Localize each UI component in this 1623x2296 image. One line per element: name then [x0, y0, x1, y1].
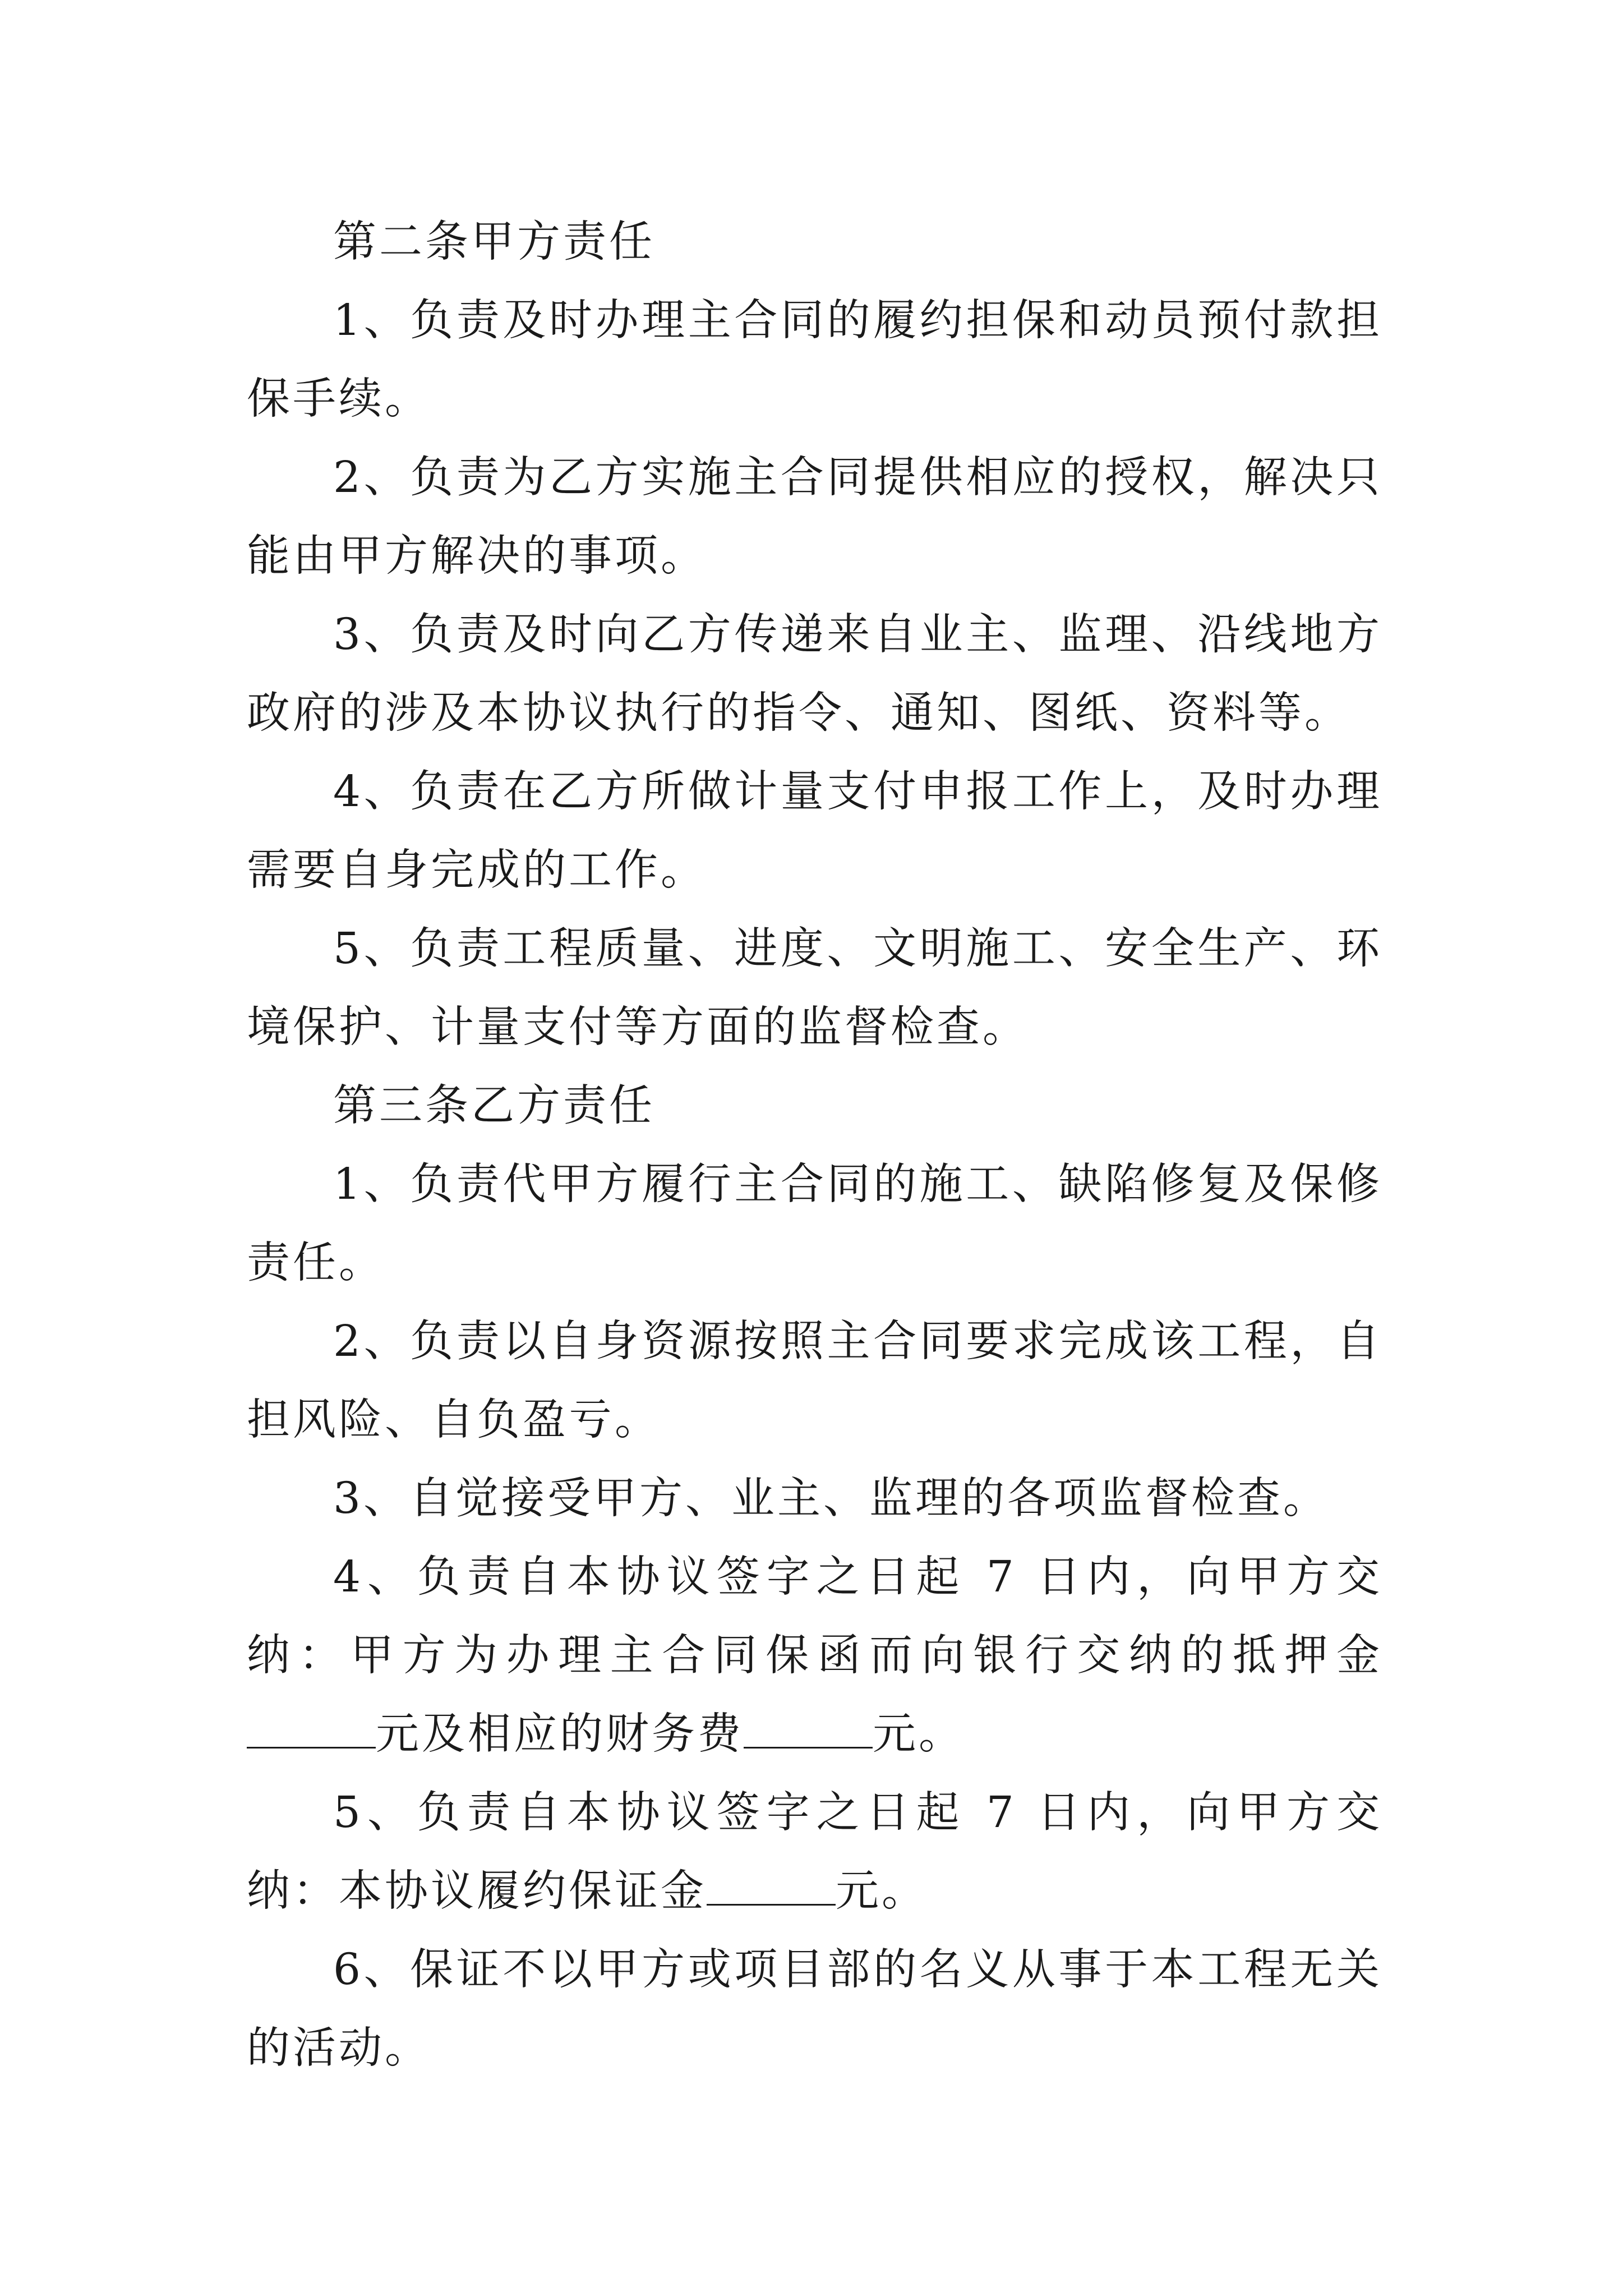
- paragraph-text: 5、负责自本协议签字之日起 7 日内，向甲方交纳：本协议履约保证金: [247, 1788, 1382, 1916]
- paragraph: 3、自觉接受甲方、业主、监理的各项监督检查。: [333, 1474, 1329, 1524]
- paragraph-text: 元。: [836, 1866, 928, 1916]
- fill-blank: [744, 1713, 873, 1749]
- section-heading-party-b: 第三条乙方责任: [333, 1081, 655, 1131]
- paragraph: 4、负责在乙方所做计量支付申报工作上，及时办理需要自身完成的工作。: [247, 767, 1382, 895]
- document-body: [247, 203, 1382, 2088]
- paragraph: 2、负责为乙方实施主合同提供相应的授权，解决只能由甲方解决的事项。: [247, 453, 1382, 581]
- paragraph: 1、负责代甲方履行主合同的施工、缺陷修复及保修责任。: [247, 1159, 1382, 1288]
- paragraph: [247, 1774, 1382, 1931]
- paragraph: [247, 1538, 1382, 1774]
- paragraph: 2、负责以自身资源按照主合同要求完成该工程，自担风险、自负盈亏。: [247, 1317, 1382, 1445]
- paragraph: 6、保证不以甲方或项目部的名义从事于本工程无关的活动。: [247, 1945, 1382, 2073]
- paragraph-text: 元。: [873, 1709, 965, 1759]
- paragraph: 3、负责及时向乙方传递来自业主、监理、沿线地方政府的涉及本协议执行的指令、通知、图纸、资料等。: [247, 610, 1382, 738]
- paragraph: 1、负责及时办理主合同的履约担保和动员预付款担保手续。: [247, 296, 1382, 424]
- paragraph-text: 4、负责自本协议签字之日起 7 日内，向甲方交纳：甲方为办理主合同保函而向银行交纳的抵押金: [247, 1552, 1382, 1681]
- section-heading-party-a: 第二条甲方责任: [333, 217, 655, 267]
- paragraph: 5、负责工程质量、进度、文明施工、安全生产、环境保护、计量支付等方面的监督检查。: [247, 924, 1382, 1052]
- paragraph-text: 元及相应的财务费: [376, 1709, 744, 1759]
- fill-blank: [247, 1713, 376, 1749]
- fill-blank: [707, 1870, 836, 1906]
